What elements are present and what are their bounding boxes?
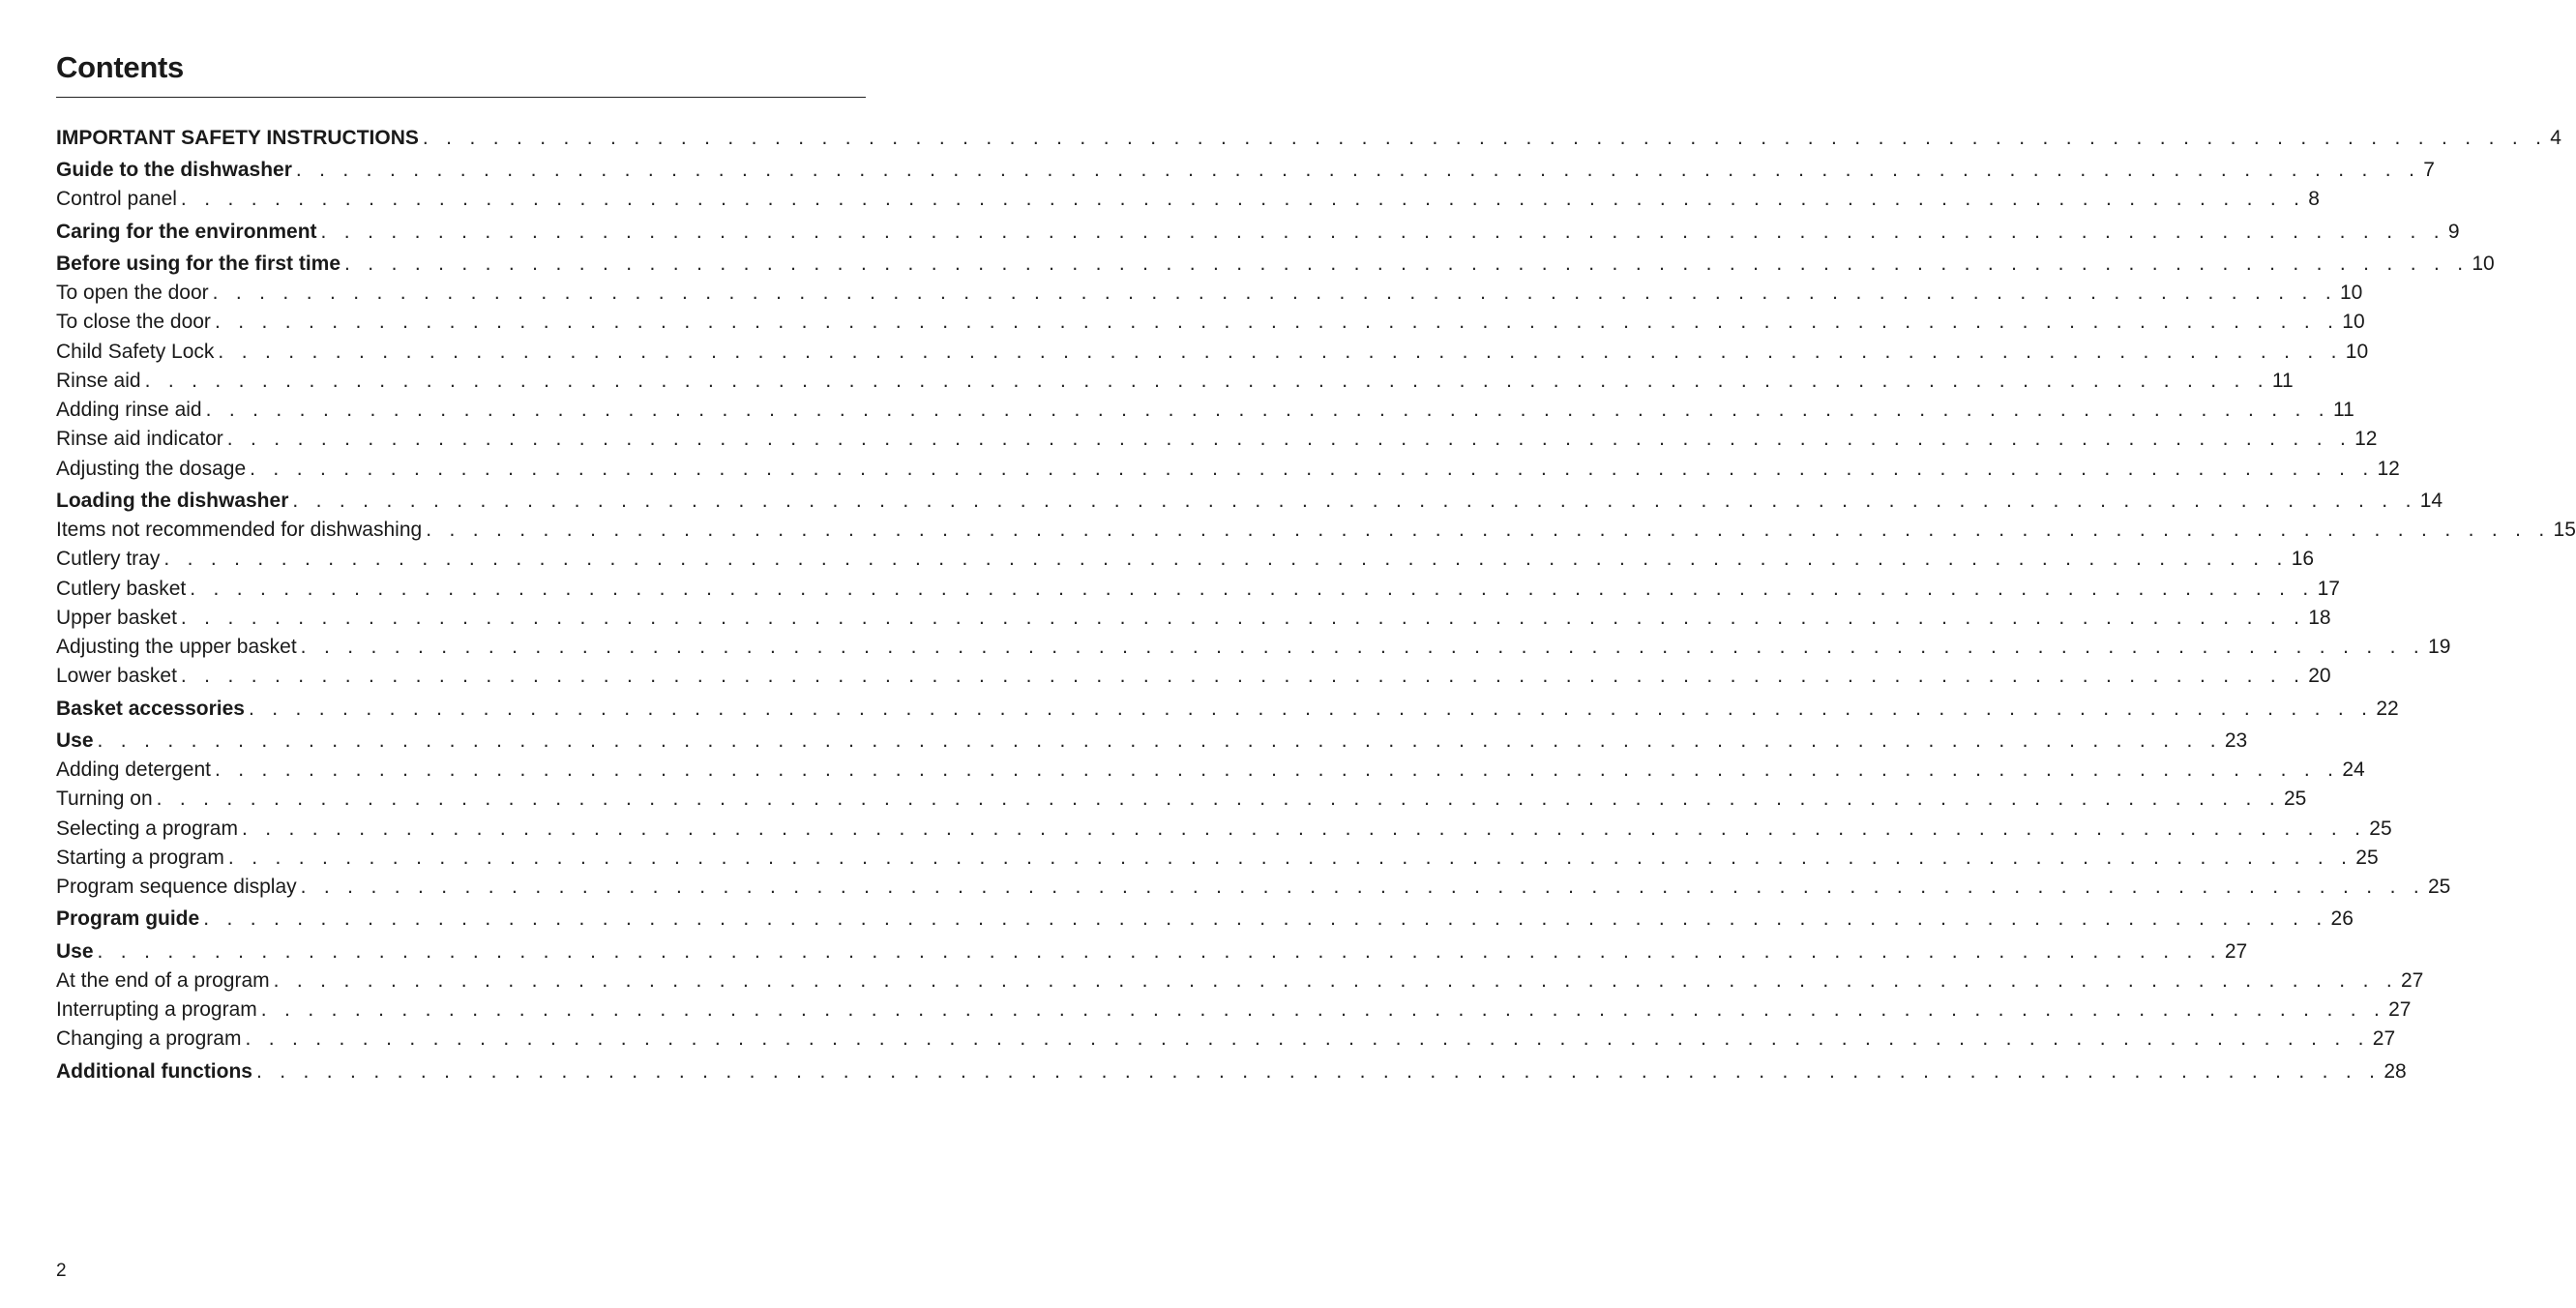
toc-entry[interactable] [56,966,2424,996]
toc-entry[interactable] [56,516,2576,545]
toc-entry[interactable] [56,727,2248,756]
dot-leader: . . . . . . . . . . . . . . . . . . . . . . . . . . . . . . . . . . . . . . . . . . . . . . . . . . . . . . . . . . . . . . . . . . . . . . . . . . . . . . . . . . . . . . . . . . . [180,188,2306,210]
toc-entry-label: Use [56,729,94,752]
dot-leader: . . . . . . . . . . . . . . . . . . . . . . . . . . . . . . . . . . . . . . . . . . . . . . . . . . . . . . . . . . . . . . . . . . . . . . . . . . . . . . . . . . . . . . . . . . . [97,729,2222,752]
toc-entry-page: 25 [2283,788,2307,810]
toc-entry-page: 24 [2342,758,2365,781]
toc-entry-page: 12 [2354,428,2378,450]
dot-leader: . . . . . . . . . . . . . . . . . . . . . . . . . . . . . . . . . . . . . . . . . . . . . . . . . . . . . . . . . . . . . . . . . . . . . . . . . . . . . . . . . . . . . . . . . . . [218,341,2343,363]
toc-entry-label: Adjusting the dosage [56,458,247,480]
dot-leader: . . . . . . . . . . . . . . . . . . . . . . . . . . . . . . . . . . . . . . . . . . . . . . . . . . . . . . . . . . . . . . . . . . . . . . . . . . . . . . . . . . . . . . . . . . . [255,1060,2382,1083]
toc-entry-page: 14 [2419,490,2443,512]
toc-entry[interactable] [56,124,2561,153]
page-title: Contents [56,50,184,84]
dot-leader: . . . . . . . . . . . . . . . . . . . . . . . . . . . . . . . . . . . . . . . . . . . . . . . . . . . . . . . . . . . . . . . . . . . . . . . . . . . . . . . . . . . . . . . . . . . [245,1027,2370,1050]
dot-leader: . . . . . . . . . . . . . . . . . . . . . . . . . . . . . . . . . . . . . . . . . . . . . . . . . . . . . . . . . . . . . . . . . . . . . . . . . . . . . . . . . . . . . . . . . . . [260,998,2386,1021]
dot-leader: . . . . . . . . . . . . . . . . . . . . . . . . . . . . . . . . . . . . . . . . . . . . . . . . . . . . . . . . . . . . . . . . . . . . . . . . . . . . . . . . . . . . . . . . . . . [97,940,2222,963]
toc-entry[interactable] [56,604,2331,633]
toc-entry[interactable] [56,185,2320,214]
dot-leader: . . . . . . . . . . . . . . . . . . . . . . . . . . . . . . . . . . . . . . . . . . . . . . . . . . . . . . . . . . . . . . . . . . . . . . . . . . . . . . . . . . . . . . . . . . . [273,969,2398,992]
dot-leader: . . . . . . . . . . . . . . . . . . . . . . . . . . . . . . . . . . . . . . . . . . . . . . . . . . . . . . . . . . . . . . . . . . . . . . . . . . . . . . . . . . . . . . . . . . . [180,665,2306,687]
dot-leader: . . . . . . . . . . . . . . . . . . . . . . . . . . . . . . . . . . . . . . . . . . . . . . . . . . . . . . . . . . . . . . . . . . . . . . . . . . . . . . . . . . . . . . . . . . . [295,159,2421,181]
toc-entry[interactable] [56,425,2378,454]
toc-entry-label: Child Safety Lock [56,341,215,363]
toc-entry-page: 4 [2550,127,2561,149]
toc-entry-label: Control panel [56,188,177,210]
toc-entry-label: Program guide [56,907,200,930]
dot-leader: . . . . . . . . . . . . . . . . . . . . . . . . . . . . . . . . . . . . . . . . . . . . . . . . . . . . . . . . . . . . . . . . . . . . . . . . . . . . . . . . . . . . . . . . . . . [180,607,2306,629]
toc-entry-label: Turning on [56,788,153,810]
toc-entry-page: 23 [2224,729,2248,752]
toc-entry-label: Starting a program [56,847,224,869]
toc-entry-label: Upper basket [56,607,177,629]
toc-entry-page: 27 [2388,998,2412,1021]
toc-entry-label: Loading the dishwasher [56,490,289,512]
toc-entry-label: To open the door [56,282,209,304]
page-number: 2 [56,1261,67,1281]
dot-leader: . . . . . . . . . . . . . . . . . . . . . . . . . . . . . . . . . . . . . . . . . . . . . . . . . . . . . . . . . . . . . . . . . . . . . . . . . . . . . . . . . . . . . . . . . . . [214,311,2340,333]
toc-entry[interactable] [56,937,2248,966]
toc-entry-label: Selecting a program [56,818,238,840]
toc-entry[interactable] [56,279,2363,308]
dot-leader: . . . . . . . . . . . . . . . . . . . . . . . . . . . . . . . . . . . . . . . . . . . . . . . . . . . . . . . . . . . . . . . . . . . . . . . . . . . . . . . . . . . . . . . . . . . [214,758,2340,781]
toc-entry-label: At the end of a program [56,969,270,992]
toc-entry-page: 10 [2472,253,2495,275]
toc-entry[interactable] [56,844,2379,873]
toc-entry-label: IMPORTANT SAFETY INSTRUCTIONS [56,127,419,149]
dot-leader: . . . . . . . . . . . . . . . . . . . . . . . . . . . . . . . . . . . . . . . . . . . . . . . . . . . . . . . . . . . . . . . . . . . . . . . . . . . . . . . . . . . . . . . . . . . [344,253,2470,275]
toc-entry-page: 28 [2384,1060,2407,1083]
toc-entry-label: Program sequence display [56,876,297,898]
toc-entry-page: 25 [2427,876,2451,898]
toc-entry[interactable] [56,1057,2407,1086]
toc-entry-page: 25 [2355,847,2379,869]
toc-entry-page: 18 [2308,607,2331,629]
toc-entry[interactable] [56,633,2451,662]
toc-entry-page: 10 [2339,282,2363,304]
toc-entry-label: Caring for the environment [56,221,317,243]
toc-entry-page: 10 [2342,311,2365,333]
toc-entry[interactable] [56,815,2392,844]
toc-entry-page: 8 [2308,188,2320,210]
toc-entry[interactable] [56,250,2495,279]
dot-leader: . . . . . . . . . . . . . . . . . . . . . . . . . . . . . . . . . . . . . . . . . . . . . . . . . . . . . . . . . . . . . . . . . . . . . . . . . . . . . . . . . . . . . . . . . . . [300,636,2426,658]
toc-entry-label: Rinse aid [56,370,141,392]
toc-entry[interactable] [56,218,2460,247]
toc-entry-label: Items not recommended for dishwashing [56,519,423,541]
toc-entry[interactable] [56,308,2365,337]
toc-entry-label: Guide to the dishwasher [56,159,292,181]
toc-entry-label: Changing a program [56,1027,242,1050]
toc-entry-page: 15 [2553,519,2576,541]
toc-entry[interactable] [56,156,2435,185]
dot-leader: . . . . . . . . . . . . . . . . . . . . . . . . . . . . . . . . . . . . . . . . . . . . . . . . . . . . . . . . . . . . . . . . . . . . . . . . . . . . . . . . . . . . . . . . . . . [226,428,2353,450]
toc-entry-page: 10 [2345,341,2369,363]
toc-entry[interactable] [56,905,2354,934]
dot-leader: . . . . . . . . . . . . . . . . . . . . . . . . . . . . . . . . . . . . . . . . . . . . . . . . . . . . . . . . . . . . . . . . . . . . . . . . . . . . . . . . . . . . . . . . . . . [248,698,2374,720]
dot-leader: . . . . . . . . . . . . . . . . . . . . . . . . . . . . . . . . . . . . . . . . . . . . . . . . . . . . . . . . . . . . . . . . . . . . . . . . . . . . . . . . . . . . . . . . . . . [205,399,2330,421]
dot-leader: . . . . . . . . . . . . . . . . . . . . . . . . . . . . . . . . . . . . . . . . . . . . . . . . . . . . . . . . . . . . . . . . . . . . . . . . . . . . . . . . . . . . . . . . . . . [144,370,2269,392]
toc-entry-label: Adjusting the upper basket [56,636,297,658]
toc-entry[interactable] [56,396,2354,425]
toc-entry-label: Cutlery basket [56,578,187,600]
toc-entry[interactable] [56,695,2399,724]
dot-leader: . . . . . . . . . . . . . . . . . . . . . . . . . . . . . . . . . . . . . . . . . . . . . . . . . . . . . . . . . . . . . . . . . . . . . . . . . . . . . . . . . . . . . . . . . . . [156,788,2281,810]
toc-entry-page: 22 [2376,698,2399,720]
toc-entry-label: Rinse aid indicator [56,428,223,450]
dot-leader: . . . . . . . . . . . . . . . . . . . . . . . . . . . . . . . . . . . . . . . . . . . . . . . . . . . . . . . . . . . . . . . . . . . . . . . . . . . . . . . . . . . . . . . . . . . [300,876,2425,898]
toc-entry-page: 17 [2317,578,2340,600]
toc-entry[interactable] [56,996,2412,1025]
dot-leader: . . . . . . . . . . . . . . . . . . . . . . . . . . . . . . . . . . . . . . . . . . . . . . . . . . . . . . . . . . . . . . . . . . . . . . . . . . . . . . . . . . . . . . . . . . . [163,548,2289,570]
dot-leader: . . . . . . . . . . . . . . . . . . . . . . . . . . . . . . . . . . . . . . . . . . . . . . . . . . . . . . . . . . . . . . . . . . . . . . . . . . . . . . . . . . . . . . . . . . . [292,490,2417,512]
dot-leader: . . . . . . . . . . . . . . . . . . . . . . . . . . . . . . . . . . . . . . . . . . . . . . . . . . . . . . . . . . . . . . . . . . . . . . . . . . . . . . . . . . . . . . . . . . . [203,907,2328,930]
toc-entry-label: Adding rinse aid [56,399,202,421]
dot-leader: . . . . . . . . . . . . . . . . . . . . . . . . . . . . . . . . . . . . . . . . . . . . . . . . . . . . . . . . . . . . . . . . . . . . . . . . . . . . . . . . . . . . . . . . . . . [320,221,2445,243]
dot-leader: . . . . . . . . . . . . . . . . . . . . . . . . . . . . . . . . . . . . . . . . . . . . . . . . . . . . . . . . . . . . . . . . . . . . . . . . . . . . . . . . . . . . . . . . . . . [190,578,2315,600]
toc-entry[interactable] [56,367,2294,396]
toc-entry[interactable] [56,545,2315,574]
toc-entry-page: 9 [2447,221,2460,243]
toc-entry-page: 25 [2369,818,2392,840]
toc-entry-page: 27 [2224,940,2248,963]
toc-entry-label: Lower basket [56,665,177,687]
toc-entry[interactable] [56,575,2340,604]
toc-entry-label: Adding detergent [56,758,211,781]
toc-entry-label: Use [56,940,94,963]
toc-entry-page: 11 [2332,399,2354,421]
dot-leader: . . . . . . . . . . . . . . . . . . . . . . . . . . . . . . . . . . . . . . . . . . . . . . . . . . . . . . . . . . . . . . . . . . . . . . . . . . . . . . . . . . . . . . . . . . . [241,818,2367,840]
toc-entry-page: 16 [2291,548,2315,570]
toc-entry-label: Basket accessories [56,698,245,720]
toc-entry-page: 26 [2330,907,2354,930]
toc-entry[interactable] [56,873,2451,902]
toc-entry[interactable] [56,662,2331,691]
toc-entry-page: 27 [2372,1027,2396,1050]
toc-entry[interactable] [56,487,2443,516]
toc-entry-page: 7 [2423,159,2435,181]
toc-entry-label: Additional functions [56,1060,252,1083]
toc-entry-label: To close the door [56,311,211,333]
toc-entry[interactable] [56,785,2307,814]
toc-entry-page: 19 [2428,636,2451,658]
toc-entry-label: Cutlery tray [56,548,161,570]
toc-entry-page: 12 [2377,458,2400,480]
toc-entry[interactable] [56,756,2365,785]
toc-entry-page: 11 [2271,370,2294,392]
toc-entry-page: 27 [2400,969,2424,992]
toc-entry[interactable] [56,338,2369,367]
toc-entry-label: Interrupting a program [56,998,257,1021]
toc-entry[interactable] [56,1025,2396,1054]
title-divider [56,97,866,98]
dot-leader: . . . . . . . . . . . . . . . . . . . . . . . . . . . . . . . . . . . . . . . . . . . . . . . . . . . . . . . . . . . . . . . . . . . . . . . . . . . . . . . . . . . . . . . . . . . [250,458,2375,480]
dot-leader: . . . . . . . . . . . . . . . . . . . . . . . . . . . . . . . . . . . . . . . . . . . . . . . . . . . . . . . . . . . . . . . . . . . . . . . . . . . . . . . . . . . . . . . . . . . [227,847,2354,869]
toc-entry-label: Before using for the first time [56,253,341,275]
toc-entry[interactable] [56,455,2400,484]
dot-leader: . . . . . . . . . . . . . . . . . . . . . . . . . . . . . . . . . . . . . . . . . . . . . . . . . . . . . . . . . . . . . . . . . . . . . . . . . . . . . . . . . . . . . . . . . . . [426,519,2551,541]
dot-leader: . . . . . . . . . . . . . . . . . . . . . . . . . . . . . . . . . . . . . . . . . . . . . . . . . . . . . . . . . . . . . . . . . . . . . . . . . . . . . . . . . . . . . . . . . . . [422,127,2548,149]
dot-leader: . . . . . . . . . . . . . . . . . . . . . . . . . . . . . . . . . . . . . . . . . . . . . . . . . . . . . . . . . . . . . . . . . . . . . . . . . . . . . . . . . . . . . . . . . . . [212,282,2337,304]
toc-entry-page: 20 [2308,665,2331,687]
